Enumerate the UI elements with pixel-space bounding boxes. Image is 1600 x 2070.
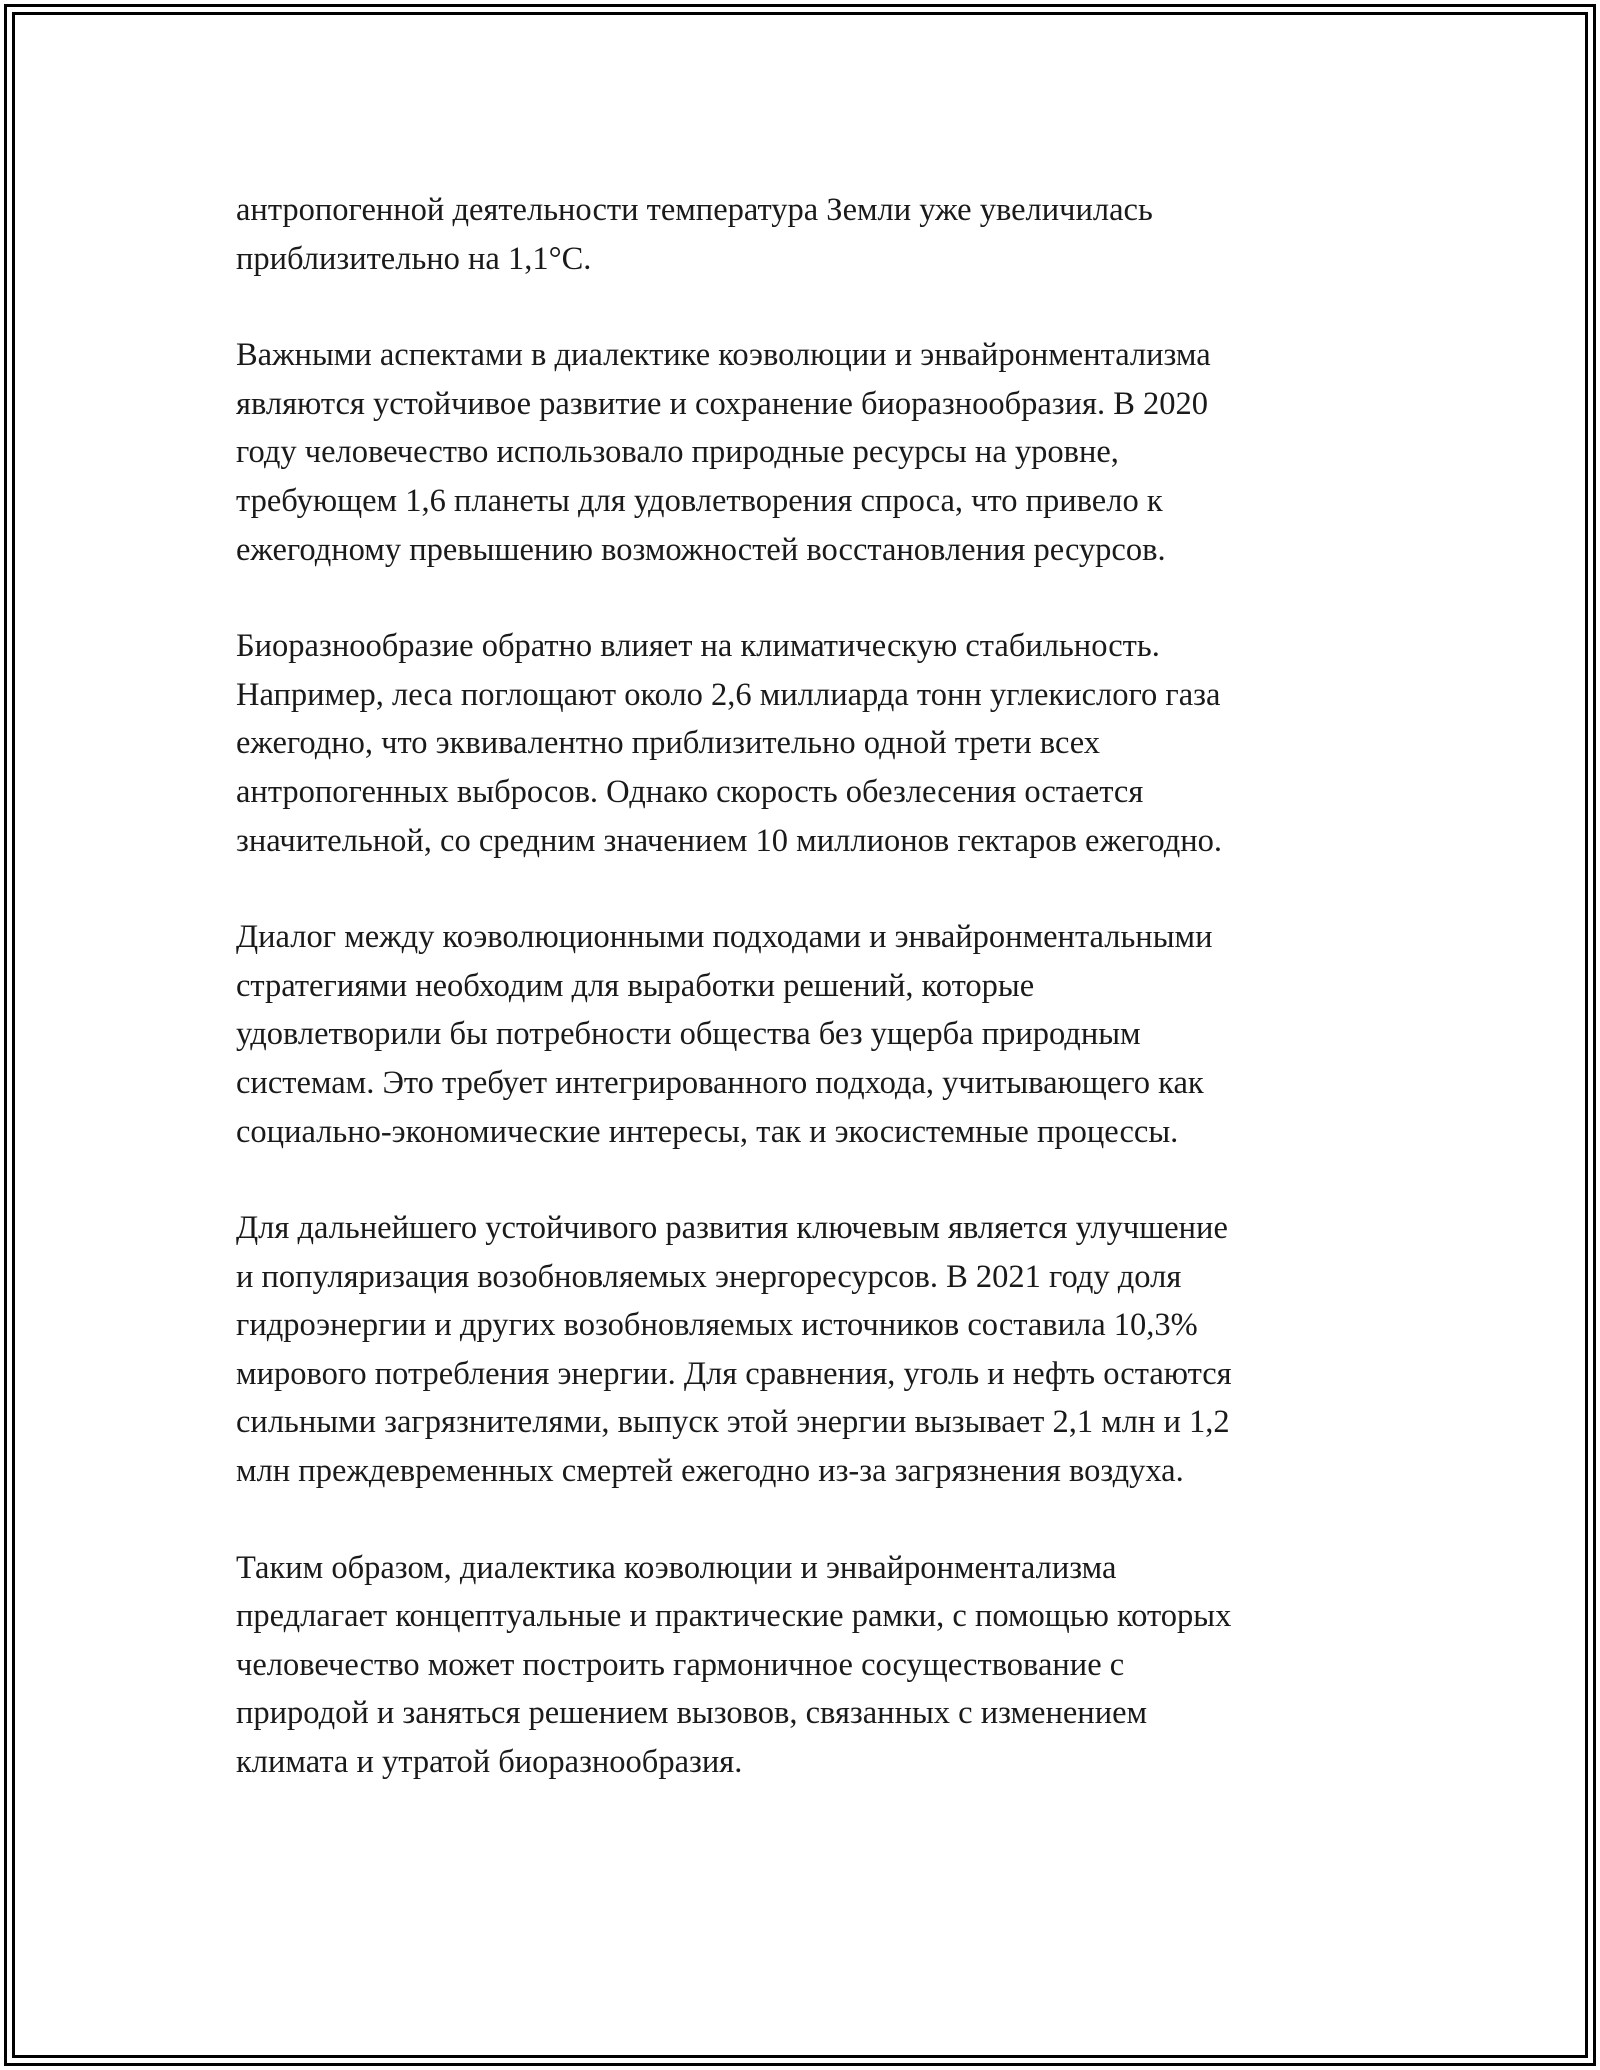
paragraph-1	[236, 186, 1376, 283]
text-line: сильными загрязнителями, выпуск этой энергии вызывает 2,1 млн и 1,2	[236, 1404, 1230, 1441]
text-line: стратегиями необходим для выработки решений, которые	[236, 967, 1035, 1004]
paragraph-2	[236, 331, 1376, 574]
text-line: значительной, со средним значением 10 миллионов гектаров ежегодно.	[236, 822, 1223, 859]
document-body	[236, 186, 1376, 1835]
text-line: мирового потребления энергии. Для сравнения, уголь и нефть остаются	[236, 1355, 1232, 1392]
paragraph-6	[236, 1544, 1376, 1787]
text-line: млн преждевременных смертей ежегодно из-за загрязнения воздуха.	[236, 1453, 1184, 1490]
text-line: природой и заняться решением вызовов, связанных с изменением	[236, 1695, 1148, 1732]
text-line: антропогенных выбросов. Однако скорость обезлесения остается	[236, 773, 1144, 810]
text-line: году человечество использовало природные ресурсы на уровне,	[236, 434, 1119, 471]
text-line: и популяризация возобновляемых энергоресурсов. В 2021 году доля	[236, 1258, 1182, 1295]
text-line: удовлетворили бы потребности общества без ущерба природным	[236, 1016, 1141, 1053]
text-line: гидроэнергии и других возобновляемых источников составила 10,3%	[236, 1307, 1198, 1344]
text-line: являются устойчивое развитие и сохранение биоразнообразия. В 2020	[236, 385, 1209, 422]
paragraph-5	[236, 1204, 1376, 1496]
text-line: Например, леса поглощают около 2,6 миллиарда тонн углекислого газа	[236, 676, 1221, 713]
text-line: Биоразнообразие обратно влияет на климатическую стабильность.	[236, 628, 1160, 665]
text-line: ежегодному превышению возможностей восстановления ресурсов.	[236, 531, 1166, 568]
text-line: Диалог между коэволюционными подходами и энвайронментальными	[236, 919, 1213, 956]
text-line: приблизительно на 1,1°С.	[236, 240, 592, 277]
text-line: человечество может построить гармоничное сосуществование с	[236, 1646, 1125, 1683]
paragraph-4	[236, 913, 1376, 1156]
text-line: Для дальнейшего устойчивого развития ключевым является улучшение	[236, 1210, 1228, 1247]
text-line: социально-экономические интересы, так и экосистемные процессы.	[236, 1113, 1179, 1150]
text-line: системам. Это требует интегрированного подхода, учитывающего как	[236, 1064, 1204, 1101]
text-line: Таким образом, диалектика коэволюции и энвайронментализма	[236, 1549, 1117, 1586]
text-line: Важными аспектами в диалектике коэволюции и энвайронментализма	[236, 337, 1211, 374]
text-line: требующем 1,6 планеты для удовлетворения спроса, что привело к	[236, 482, 1163, 519]
text-line: предлагает концептуальные и практические рамки, с помощью которых	[236, 1598, 1232, 1635]
text-line: антропогенной деятельности температура Земли уже увеличилась	[236, 192, 1153, 228]
text-line: ежегодно, что эквивалентно приблизительно одной трети всех	[236, 725, 1101, 762]
paragraph-3	[236, 622, 1376, 865]
text-line: климата и утратой биоразнообразия.	[236, 1744, 743, 1781]
